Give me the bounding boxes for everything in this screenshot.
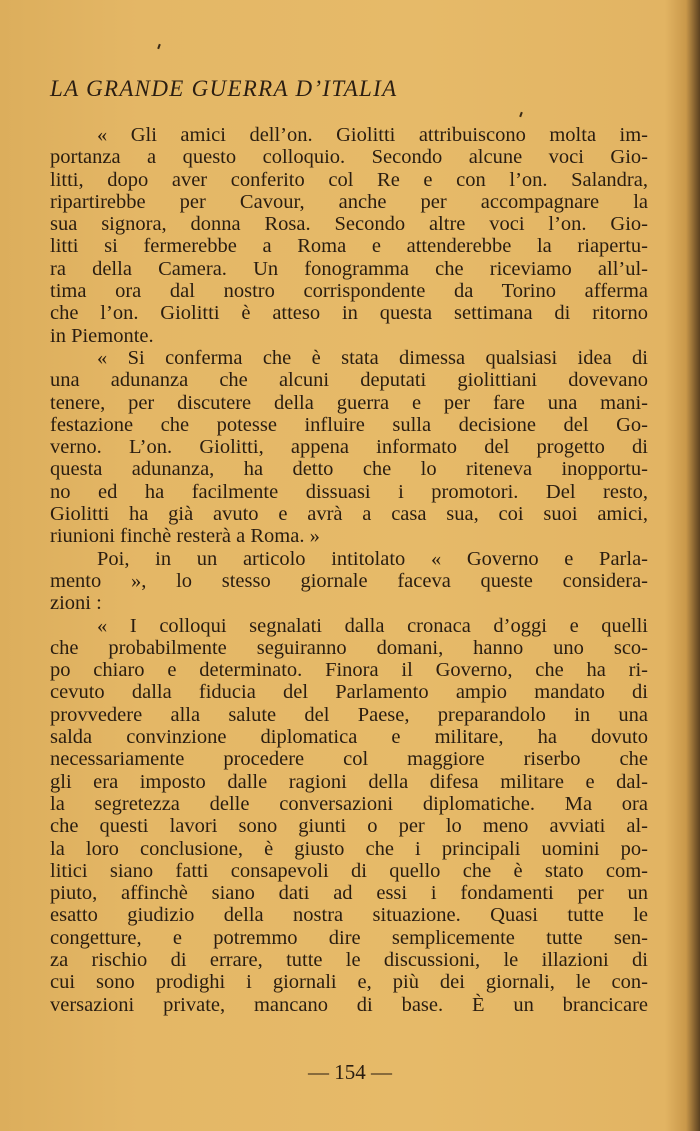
- text-line: la loro conclusione, è giusto che i principali uomini po-: [50, 837, 648, 860]
- paragraph: [50, 124, 648, 347]
- text-line: litti, dopo aver conferito col Re e con l’on. Salandra,: [50, 168, 648, 191]
- text-line: « Si conferma che è stata dimessa qualsiasi idea di: [97, 346, 648, 369]
- running-title: LA GRANDE GUERRA D’ITALIA: [50, 76, 398, 101]
- text-line: esatto giudizio della nostra situazione. Quasi tutte le: [50, 904, 648, 927]
- text-line: po chiaro e determinato. Finora il Governo, che ha ri-: [50, 659, 648, 682]
- text-line: za rischio di errare, tutte le discussioni, le illazioni di: [50, 948, 648, 971]
- text-line: gli era imposto dalle ragioni della difesa militare e dal-: [50, 770, 648, 793]
- text-line: questa adunanza, ha detto che lo riteneva inopportu-: [50, 458, 648, 481]
- page-number: — 154 —: [308, 1060, 392, 1084]
- text-line: « I colloqui segnalati dalla cronaca d’oggi e quelli: [97, 614, 648, 637]
- paragraph: [50, 347, 648, 548]
- text-line: tima ora dal nostro corrispondente da Torino afferma: [50, 280, 648, 303]
- text-line: salda convinzione diplomatica e militare, ha dovuto: [50, 726, 648, 749]
- text-line: riunioni finchè resterà a Roma. »: [50, 525, 320, 548]
- text-line: cevuto dalla fiducia del Parlamento ampio mandato di: [50, 681, 648, 704]
- text-line: Giolitti ha già avuto e avrà a casa sua, coi suoi amici,: [50, 503, 648, 526]
- text-line: ra della Camera. Un fonogramma che riceviamo all’ul-: [50, 257, 648, 280]
- text-line: versazioni private, mancano di base. È un brancicare: [50, 993, 648, 1016]
- scan-speck: [157, 44, 161, 49]
- text-line: verno. L’on. Giolitti, appena informato del progetto di: [50, 436, 648, 459]
- text-line: zioni :: [50, 592, 102, 615]
- text-line: mento », lo stesso giornale faceva queste considera-: [50, 569, 648, 592]
- text-line: piuto, affinchè siano dati ad essi i fondamenti per un: [50, 882, 648, 905]
- text-line: che probabilmente seguiranno domani, hanno uno sco-: [50, 636, 648, 659]
- text-line: portanza a questo colloquio. Secondo alcune voci Gio-: [50, 146, 648, 169]
- text-line: Poi, in un articolo intitolato « Governo e Parla-: [97, 547, 648, 570]
- text-line: « Gli amici dell’on. Giolitti attribuiscono molta im-: [97, 124, 648, 146]
- paragraph: [50, 548, 648, 615]
- text-line: sua signora, donna Rosa. Secondo altre voci l’on. Gio-: [50, 213, 648, 236]
- text-line: necessariamente procedere col maggiore riserbo che: [50, 748, 648, 771]
- text-line: litti si fermerebbe a Roma e attenderebbe la riapertu-: [50, 235, 648, 258]
- text-line: litici siano fatti consapevoli di quello che è stato com-: [50, 859, 648, 882]
- text-line: provvedere alla salute del Paese, preparandolo in una: [50, 703, 648, 726]
- text-line: cui sono prodighi i giornali e, più dei giornali, le con-: [50, 971, 648, 994]
- text-line: una adunanza che alcuni deputati giolittiani dovevano: [50, 369, 648, 392]
- paragraph: [50, 615, 648, 1016]
- scan-speck: [519, 112, 523, 117]
- body-text: [50, 124, 648, 1016]
- text-line: no ed ha facilmente dissuasi i promotori. Del resto,: [50, 480, 648, 503]
- text-line: ripartirebbe per Cavour, anche per accompagnare la: [50, 190, 648, 213]
- text-line: che questi lavori sono giunti o per lo meno avviati al-: [50, 815, 648, 838]
- text-line: tenere, per discutere della guerra e per fare una mani-: [50, 391, 648, 414]
- text-line: in Piemonte.: [50, 324, 154, 347]
- text-line: festazione che potesse influire sulla decisione del Go-: [50, 413, 648, 436]
- text-line: congetture, e potremmo dire semplicemente tutte sen-: [50, 926, 648, 949]
- text-line: la segretezza delle conversazioni diplomatiche. Ma ora: [50, 792, 648, 815]
- text-line: che l’on. Giolitti è atteso in questa settimana di ritorno: [50, 302, 648, 325]
